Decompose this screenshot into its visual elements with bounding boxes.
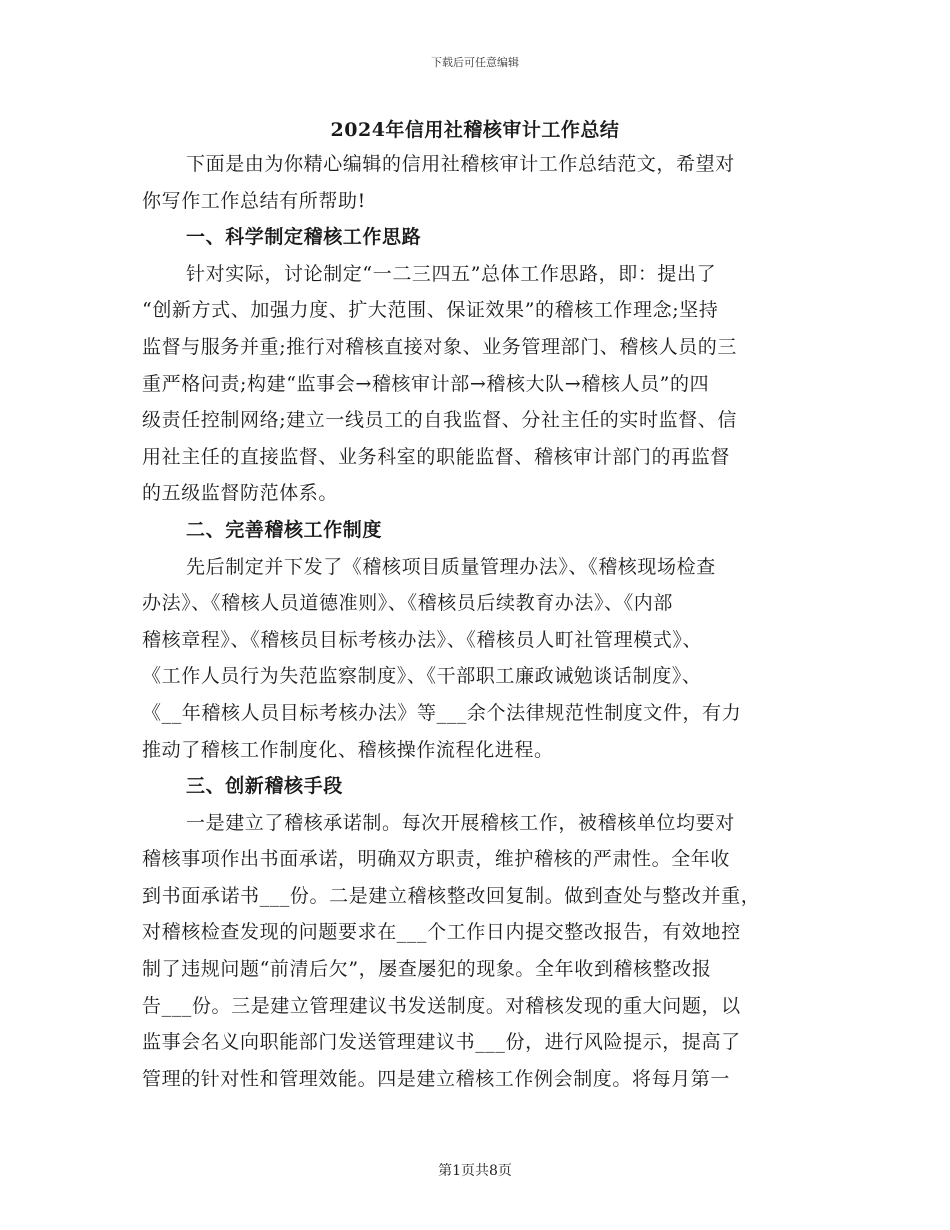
page-number-footer: 第1页共8页 xyxy=(438,1163,512,1179)
paragraph-line: 到书面承诺书___份。二是建立稽核整改回复制。做到查处与整改并重， xyxy=(142,884,761,907)
paragraph-line: 下面是由为你精心编辑的信用社稽核审计工作总结范文，希望对 xyxy=(186,153,735,175)
paragraph-line: 用社主任的直接监督、业务科室的职能监督、稽核审计部门的再监督 xyxy=(142,445,731,468)
paragraph-line: 先后制定并下发了《稽核项目质量管理办法》、《稽核现场检查 xyxy=(186,555,716,578)
paragraph-line: 监督与服务并重;推行对稽核直接对象、业务管理部门、稽核人员的三 xyxy=(142,335,738,358)
paragraph-line: 《__年稽核人员目标考核办法》等___余个法律规范性制度文件，有力 xyxy=(142,701,742,724)
paragraph-line: 稽核事项作出书面承诺，明确双方职责，维护稽核的严肃性。全年收 xyxy=(142,848,731,871)
paragraph-line: 办法》、《稽核人员道德准则》、《稽核员后续教育办法》、《内部 xyxy=(142,592,674,615)
section-heading: 二、完善稽核工作制度 xyxy=(186,518,383,541)
paragraph-line: 稽核章程》、《稽核员目标考核办法》、《稽核员人町社管理模式》、 xyxy=(142,628,703,651)
paragraph-line: 监事会名义向职能部门发送管理建议书___份，进行风险提示，提高了 xyxy=(142,1031,741,1054)
paragraph-line: 推动了稽核工作制度化、稽核操作流程化进程。 xyxy=(142,738,554,761)
section-heading: 三、创新稽核手段 xyxy=(186,775,343,798)
paragraph-line: 你写作工作总结有所帮助! xyxy=(142,189,366,212)
paragraph-line: “创新方式、加强力度、扩大范围、保证效果”的稽核工作理念;坚持 xyxy=(142,299,719,322)
paragraph-line: 制了违规问题“前清后欠”，屡查屡犯的现象。全年收到稽核整改报 xyxy=(142,958,712,981)
paragraph-line: 一是建立了稽核承诺制。每次开展稽核工作，被稽核单位均要对 xyxy=(186,811,735,834)
paragraph-line: 的五级监督防范体系。 xyxy=(142,482,339,505)
document-title: 2024年信用社稽核审计工作总结 xyxy=(330,119,620,141)
document-body xyxy=(142,146,810,1097)
paragraph-line: 对稽核检查发现的问题要求在___个工作日内提交整改报告，有效地控 xyxy=(142,921,741,944)
paragraph-line: 告___份。三是建立管理建议书发送制度。对稽核发现的重大问题，以 xyxy=(142,994,741,1017)
paragraph-line: 管理的针对性和管理效能。四是建立稽核工作例会制度。将每月第一 xyxy=(142,1067,731,1090)
paragraph-line: 级责任控制网络;建立一线员工的自我监督、分社主任的实时监督、信 xyxy=(142,409,738,432)
header-note: 下载后可任意编辑 xyxy=(431,56,519,69)
paragraph-line: 针对实际，讨论制定“一二三四五”总体工作思路，即：提出了 xyxy=(186,262,717,285)
paragraph-line: 《工作人员行为失范监察制度》、《干部职工廉政诫勉谈话制度》、 xyxy=(142,665,702,688)
section-heading: 一、科学制定稽核工作思路 xyxy=(186,226,422,249)
paragraph-line: 重严格问责;构建“监事会→稽核审计部→稽核大队→稽核人员”的四 xyxy=(142,372,710,395)
